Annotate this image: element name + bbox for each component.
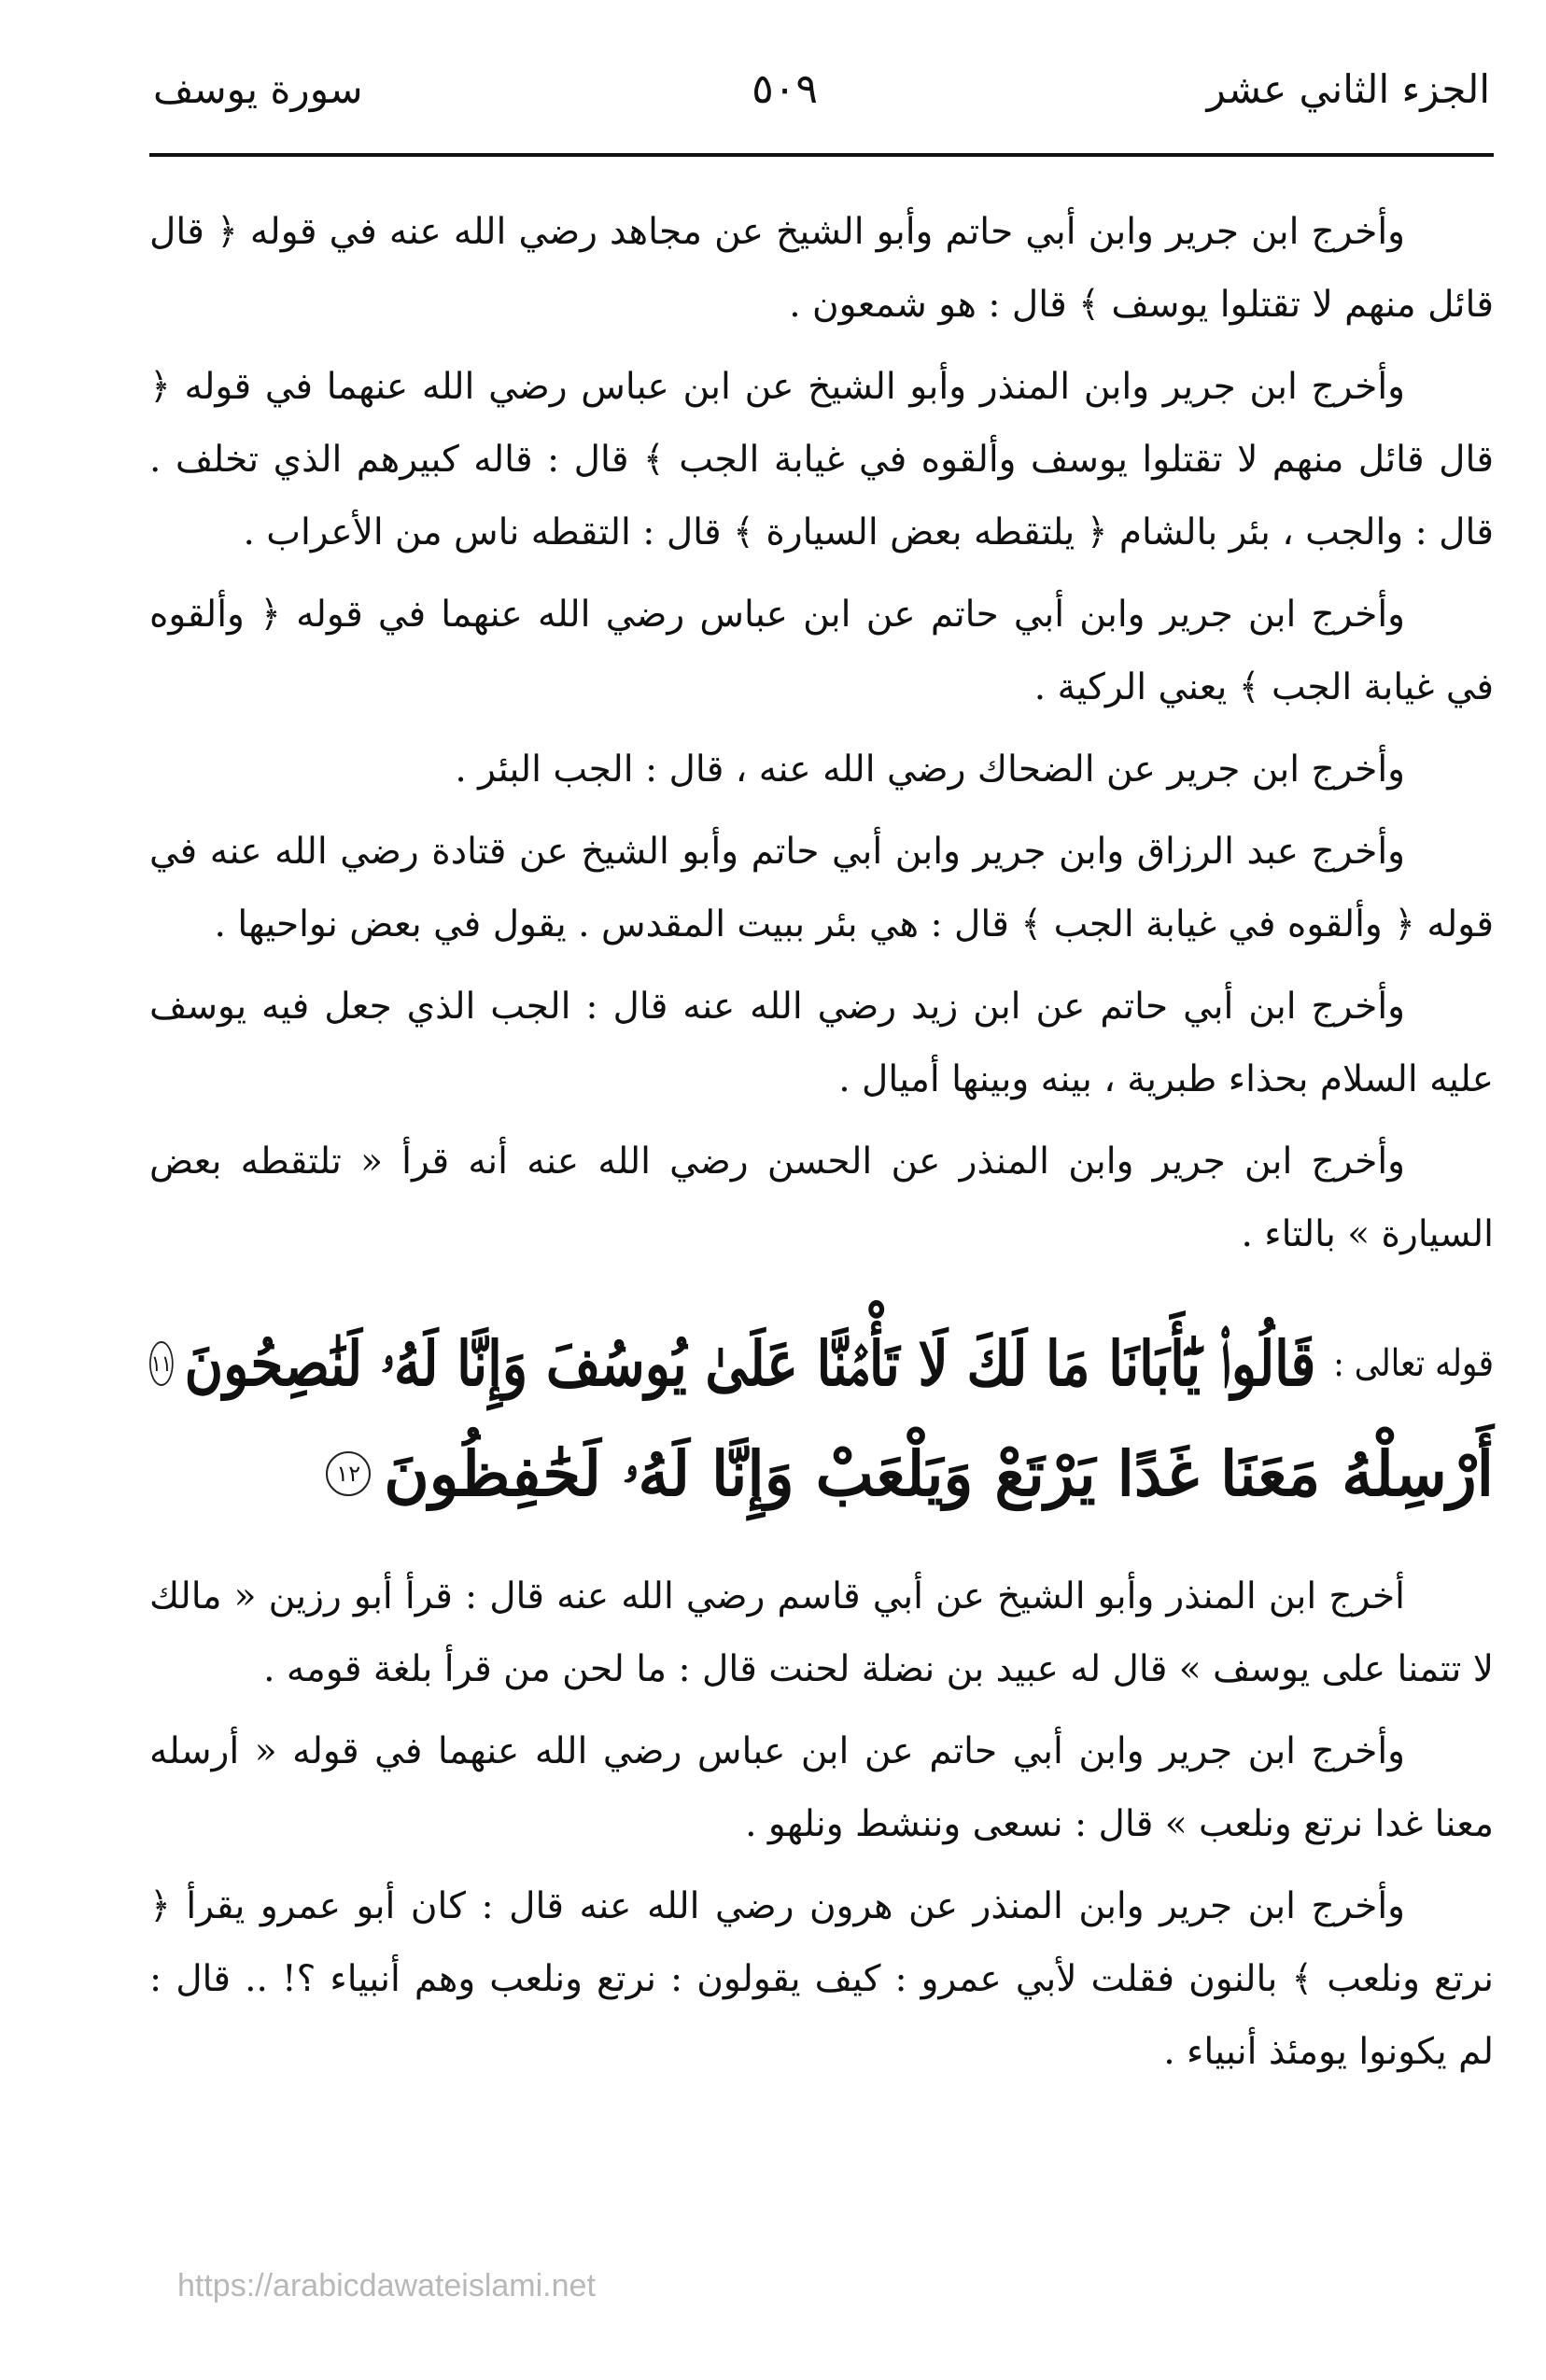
ayah-number-icon: ١١ [149,1341,174,1386]
quran-verse-block [149,1309,1494,1529]
watermark-url: https://arabicdawateislami.net [177,2268,596,2303]
page-number: ٥٠٩ [752,64,818,113]
paragraph: وأخرج ابن أبي حاتم عن ابن زيد رضي الله عنه قال : الجب الذي جعل فيه يوسف عليه السلام بحذاء طبرية ، بينه وبينها أميال . [149,986,1494,1100]
page-header [149,37,1494,140]
header-divider [149,153,1494,157]
body-bottom [149,1561,1494,2089]
verse-line-1 [150,1309,1494,1419]
body-top [149,196,1494,1271]
part-title: الجزء الثاني عشر [1206,65,1490,112]
paragraph: وأخرج ابن جرير عن الضحاك رضي الله عنه ، قال : الجب البئر . [455,749,1405,791]
paragraph: وأخرج ابن جرير وابن أبي حاتم عن ابن عباس رضي الله عنهما في قوله ﴿ وألقوه في غيابة الجب ﴾ يعني الركية . [149,594,1494,708]
document-page [149,37,1494,2343]
paragraph: وأخرج ابن جرير وابن أبي حاتم عن ابن عباس رضي الله عنهما في قوله « أرسله معنا غدا نرتع ونلعب » قال : نسعى وننشط ونلهو . [149,1730,1494,1845]
paragraph: وأخرج ابن جرير وابن المنذر وأبو الشيخ عن ابن عباس رضي الله عنهما في قوله ﴿ قال قائل منهم لا تقتلوا يوسف وألقوه في غيابة الجب ﴾ قال : قاله كبيرهم الذي تخلف . قال : والجب ، بئر بالشام ﴿ يلتقطه بعض السيارة ﴾ قال : التقطه ناس من الأعراب . [149,366,1494,553]
paragraph: وأخرج ابن جرير وابن المنذر عن هرون رضي الله عنه قال : كان أبو عمرو يقرأ ﴿ نرتع ونلعب ﴾ بالنون فقلت لأبي عمرو : كيف يقولون : نرتع ونلعب وهم أنبياء ؟! .. قال : لم يكونوا يومئذ أنبياء . [149,1885,1494,2073]
verse-text: قَالُوا۟ يَٰٓأَبَانَا مَا لَكَ لَا تَأْمَ۫نَّا عَلَىٰ يُوسُفَ وَإِنَّا لَهُۥ لَنَٰصِحُونَ [184,1327,1316,1400]
surah-title: سورة يوسف [153,65,363,112]
paragraph: وأخرج ابن جرير وابن أبي حاتم وأبو الشيخ عن مجاهد رضي الله عنه في قوله ﴿ قال قائل منهم لا تقتلوا يوسف ﴾ قال : هو شمعون . [149,211,1494,326]
paragraph: أخرج ابن المنذر وأبو الشيخ عن أبي قاسم رضي الله عنه قال : قرأ أبو رزين « مالك لا تتمنا على يوسف » قال له عبيد بن نضلة لحنت قال : ما لحن من قرأ بلغة قومه . [149,1575,1494,1690]
verse-text: أَرْسِلْهُ مَعَنَا غَدًا يَرْتَعْ وَيَلْعَبْ وَإِنَّا لَهُۥ لَحَٰفِظُونَ [384,1437,1494,1510]
ayah-number-icon: ١٢ [326,1451,371,1496]
verse-intro: قوله تعالى : [1333,1342,1494,1385]
paragraph: وأخرج ابن جرير وابن المنذر عن الحسن رضي الله عنه أنه قرأ « تلتقطه بعض السيارة » بالتاء . [149,1141,1494,1255]
paragraph: وأخرج عبد الرزاق وابن جرير وابن أبي حاتم وأبو الشيخ عن قتادة رضي الله عنه في قوله ﴿ وألقوه في غيابة الجب ﴾ قال : هي بئر ببيت المقدس . يقول في بعض نواحيها . [149,831,1494,945]
verse-line-2 [149,1419,1494,1529]
